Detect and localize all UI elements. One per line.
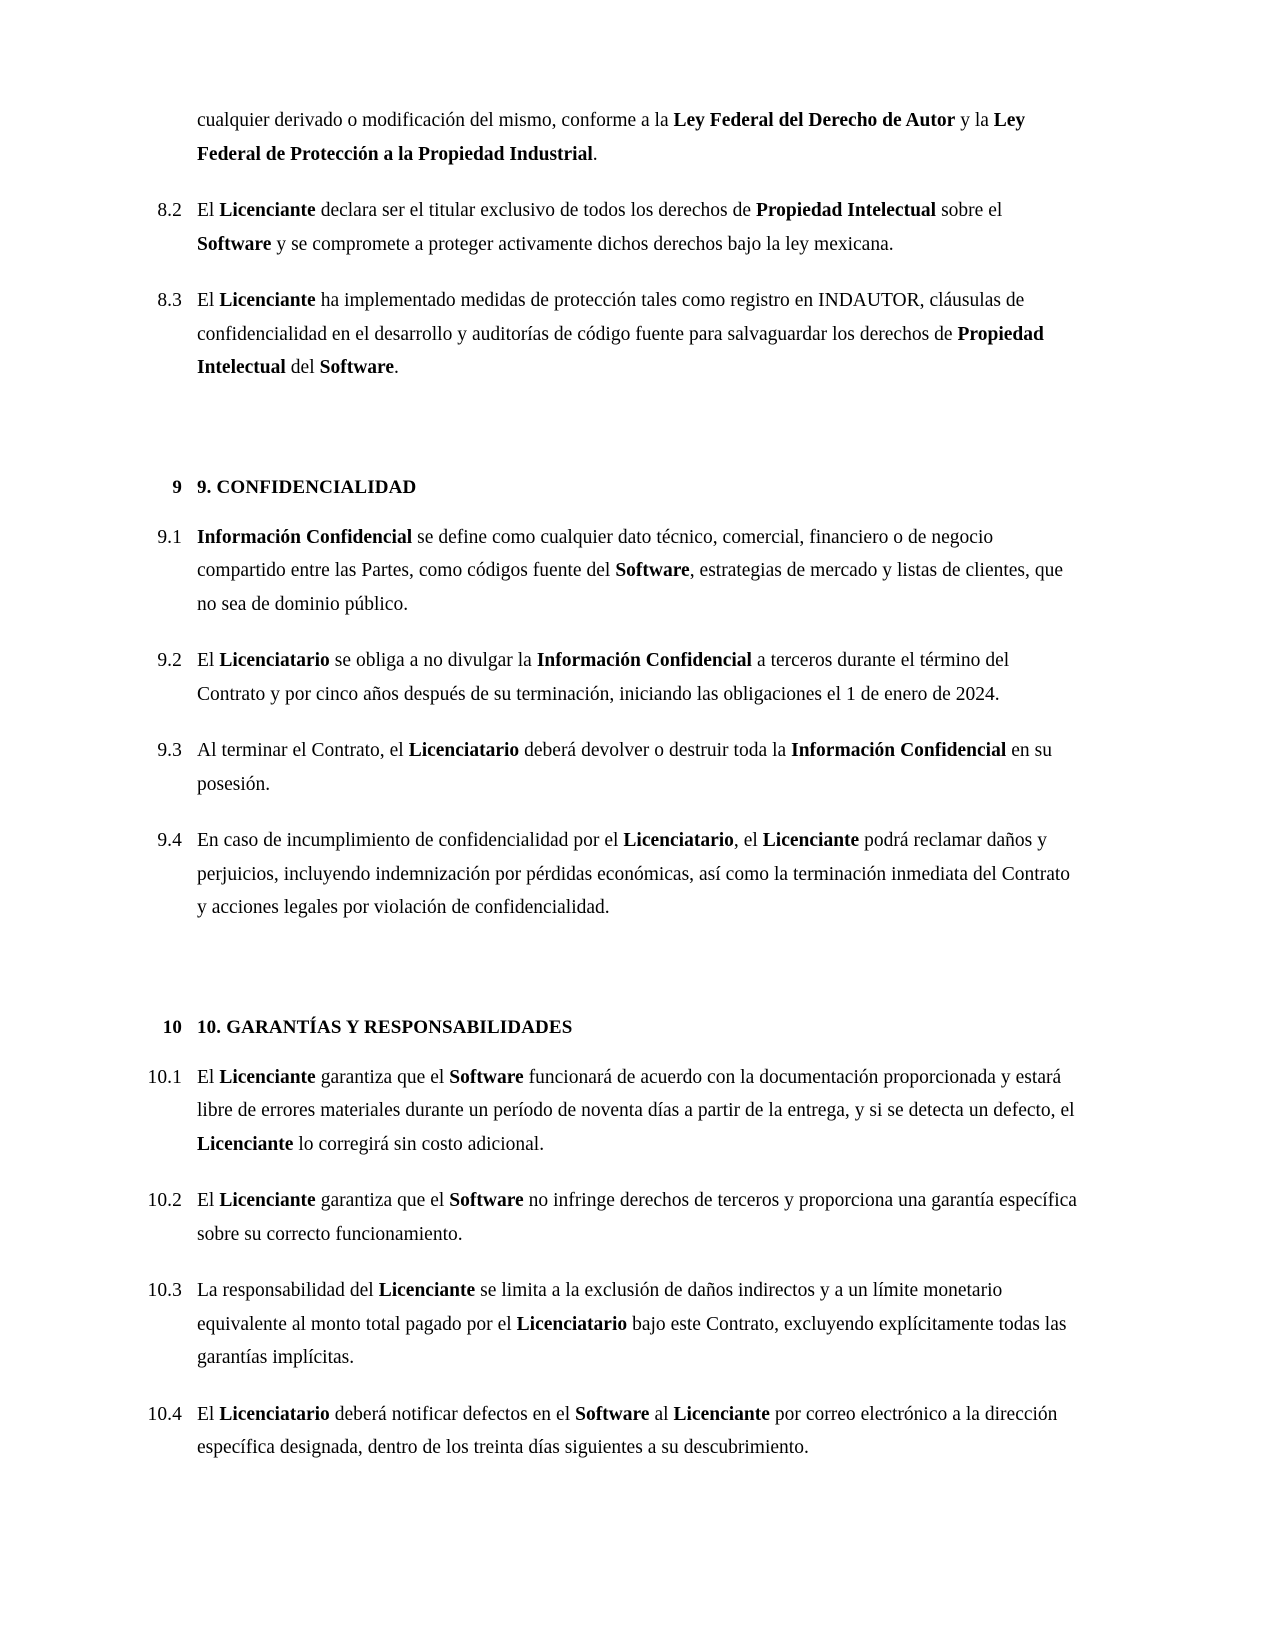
text-run: sobre el [936, 200, 1003, 221]
emphasis-term: Licenciatario [219, 650, 330, 671]
text-run: podrá reclamar daños y perjuicios, incluyendo indemnización por pérdidas económicas, así como la terminación inmediata del Contrato y acciones legales por violación de confidencialidad. [197, 830, 1071, 918]
emphasis-term: Ley Federal de Protección a la Propiedad Industrial [197, 110, 1026, 165]
text-run: deberá devolver o destruir toda la [519, 740, 792, 761]
clause-text [197, 644, 1077, 711]
text-run: El [197, 1066, 220, 1088]
emphasis-term: Licenciante [219, 1190, 316, 1211]
text-run: La responsabilidad del [197, 1280, 379, 1301]
clause-number: 8.2 [157, 200, 182, 221]
text-run: garantiza que el [315, 1066, 450, 1088]
emphasis-term: Licenciatario [623, 830, 734, 851]
text-run: se define como cualquier dato técnico, comercial, financiero o de negocio compartido entre las Partes, como códigos fuente del [197, 526, 994, 581]
text-run: bajo este Contrato, excluyendo explícitamente todas las garantías implícitas. [197, 1313, 1067, 1368]
clause-item [0, 194, 1275, 261]
clause-text [197, 824, 1077, 925]
clause-text [197, 1061, 1077, 1162]
text-run: El [197, 200, 220, 221]
continuation-paragraph [0, 0, 1275, 171]
text-run: ha implementado medidas de protección tales como registro en INDAUTOR, cláusulas de confidencialidad en el desarrollo y auditorías de código fuente para salvaguardar los derechos de [197, 290, 1025, 345]
clause-text [197, 1398, 1077, 1465]
text-run: . [393, 357, 399, 378]
emphasis-term: Licenciante [219, 200, 316, 221]
text-run: , estrategias de mercado y listas de clientes, que no sea de dominio público. [197, 560, 1064, 615]
clause-item [0, 521, 1275, 622]
emphasis-term: Software [575, 1403, 650, 1425]
text-run: En caso de incumplimiento de confidencialidad por el [197, 830, 624, 851]
emphasis-term: Propiedad Intelectual [197, 323, 1044, 378]
clause-number: 9.2 [157, 650, 182, 671]
section-heading [0, 473, 1275, 503]
clause-item [0, 1274, 1275, 1375]
text-run: garantiza que el [315, 1190, 450, 1211]
text-run: El [197, 1403, 220, 1425]
text-run: y la [955, 110, 994, 131]
emphasis-term: Software [615, 560, 690, 581]
text-run: y se compromete a proteger activamente dichos derechos bajo la ley mexicana. [271, 233, 894, 255]
clause-item [0, 1184, 1275, 1251]
clause-number: 10.1 [147, 1066, 182, 1088]
emphasis-term: Ley Federal del Derecho de Autor [673, 110, 956, 131]
clause-number: 9.3 [157, 740, 182, 761]
text-run: , el [733, 830, 763, 851]
emphasis-term: Licenciatario [408, 740, 520, 761]
emphasis-term: Software [449, 1066, 524, 1088]
emphasis-term: Licenciante [378, 1280, 476, 1301]
emphasis-term: Información Confidencial [791, 740, 1007, 761]
text-run: no infringe derechos de terceros y proporciona una garantía específica sobre su correcto funcionamiento. [197, 1190, 1077, 1245]
text-run: funcionará de acuerdo con la documentación proporcionada y estará libre de errores materiales durante un período de noventa días a partir de la entrega, y si se detecta un defecto, el [197, 1066, 1075, 1121]
text-run: por correo electrónico a la dirección específica designada, dentro de los treinta días siguientes a su descubrimiento. [197, 1403, 1058, 1458]
text-run: El [197, 650, 220, 671]
clause-text [197, 1274, 1077, 1375]
emphasis-term: Software [449, 1190, 524, 1211]
clause-text [197, 284, 1077, 385]
text-run: Al terminar el Contrato, el [197, 740, 409, 761]
text-run: lo corregirá sin costo adicional. [293, 1133, 545, 1155]
clause-text [197, 1184, 1077, 1251]
clause-number: 9.1 [157, 526, 182, 548]
text-run: del [285, 357, 320, 378]
emphasis-term: 9. CONFIDENCIALIDAD [197, 476, 417, 498]
emphasis-term: Licenciatario [219, 1403, 330, 1425]
text-run: El [197, 290, 220, 311]
emphasis-term: Licenciante [219, 290, 316, 311]
clause-number: 10.3 [147, 1280, 182, 1301]
clause-text [197, 521, 1077, 622]
text-run: El [197, 1190, 220, 1211]
clause-item [0, 824, 1275, 925]
emphasis-term: Licenciante [762, 830, 860, 851]
emphasis-term: Propiedad Intelectual [755, 200, 937, 221]
text-run: se obliga a no divulgar la [329, 650, 537, 671]
clause-item [0, 284, 1275, 385]
text-run: en su posesión. [197, 740, 1052, 795]
clause-number: 8.3 [157, 290, 182, 311]
text-run: declara ser el titular exclusivo de todos los derechos de [315, 200, 756, 221]
emphasis-term: Licenciante [673, 1403, 770, 1425]
emphasis-term: 10. GARANTÍAS Y RESPONSABILIDADES [197, 1016, 573, 1038]
text-run: cualquier derivado o modificación del mismo, conforme a la [197, 110, 674, 131]
text-run: . [592, 143, 598, 165]
clause-number: 9.4 [157, 830, 182, 851]
text-run: deberá notificar defectos en el [329, 1403, 576, 1425]
clause-text [197, 734, 1077, 801]
section-title [197, 473, 1077, 503]
text-run: se limita a la exclusión de daños indirectos y a un límite monetario equivalente al monto total pagado por el [197, 1280, 1003, 1335]
emphasis-term: Software [319, 357, 394, 378]
section-number: 9 [172, 476, 182, 498]
clause-item [0, 644, 1275, 711]
emphasis-term: Licenciatario [516, 1313, 628, 1335]
clause-number: 10.4 [147, 1403, 182, 1425]
clause-text [197, 194, 1077, 261]
clause-text [197, 104, 1077, 171]
text-run: al [649, 1403, 674, 1425]
section-heading [0, 1013, 1275, 1043]
clause-item [0, 1398, 1275, 1465]
section-title [197, 1013, 1077, 1043]
emphasis-term: Software [197, 233, 272, 255]
emphasis-term: Información Confidencial [197, 526, 413, 548]
text-run: a terceros durante el término del Contrato y por cinco años después de su terminación, iniciando las obligaciones el 1 de enero de 2024. [197, 650, 1010, 705]
clause-item [0, 734, 1275, 801]
clause-number: 10.2 [147, 1190, 182, 1211]
emphasis-term: Licenciante [219, 1066, 316, 1088]
emphasis-term: Información Confidencial [536, 650, 752, 671]
clause-item [0, 1061, 1275, 1162]
section-number: 10 [162, 1016, 182, 1038]
emphasis-term: Licenciante [197, 1133, 294, 1155]
